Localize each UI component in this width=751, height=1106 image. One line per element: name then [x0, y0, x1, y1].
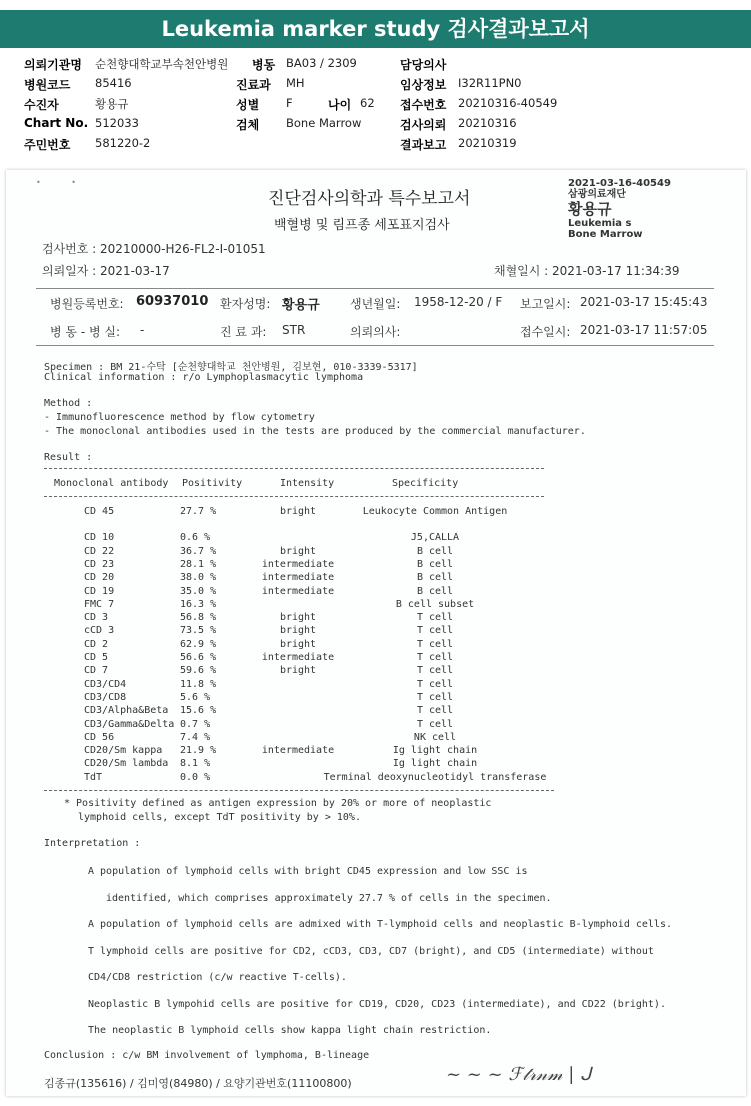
specificity-cell: T cell — [416, 691, 454, 703]
intensity-cell: bright — [279, 665, 317, 677]
specificity-cell: B cell subset — [395, 598, 475, 610]
value-clinical-info: I32R11PN0 — [458, 76, 522, 90]
positivity-cell: 59.6 % — [180, 665, 217, 677]
value-chart-no: 512033 — [95, 116, 139, 130]
positivity-cell: 0.0 % — [180, 771, 211, 783]
lab-stamp — [568, 178, 671, 240]
specificity-cell: T cell — [416, 638, 454, 650]
stamp-specimen: Bone Marrow — [568, 229, 643, 240]
specificity-cell: Leukocyte Common Antigen — [362, 506, 508, 517]
col-header-antibody: Monoclonal antibody — [54, 478, 169, 489]
report-time-label: 보고일시: — [520, 297, 571, 311]
intensity-cell: intermediate — [261, 745, 335, 757]
clinical-info-line: Clinical information : r/o Lymphoplasmacytic lymphoma — [44, 372, 364, 383]
positivity-cell: 21.9 % — [180, 745, 217, 757]
info-row — [0, 96, 751, 114]
positivity-cell: 36.7 % — [180, 545, 217, 557]
method-line-1: - Immunofluorescence method by flow cytometry — [44, 412, 315, 423]
result-title: Result : — [44, 452, 93, 463]
antibody-cell: TdT — [84, 771, 103, 783]
interpretation-line: T lymphoid cells are positive for CD2, cCD3, CD3, CD7 (bright), and CD5 (intermediate) without — [88, 945, 654, 957]
intensity-cell: bright — [279, 625, 317, 637]
collect-date: 채혈일시 : 2021-03-17 11:34:39 — [494, 264, 680, 278]
footnote-line-2: lymphoid cells, except TdT positivity by > 10%. — [78, 812, 361, 823]
signers: 김종규(135616) / 김미영(84980) / 요양기관번호(11100800) — [44, 1077, 352, 1090]
col-header-positivity: Positivity — [182, 478, 243, 489]
antibody-cell: CD3/Alpha&Beta — [84, 705, 169, 717]
specificity-cell: T cell — [416, 612, 454, 624]
label-receipt-number: 접수번호 — [400, 98, 447, 112]
label-resident-number: 주민번호 — [24, 138, 71, 152]
positivity-cell: 56.8 % — [180, 612, 217, 624]
positivity-cell: 8.1 % — [180, 758, 211, 770]
intensity-cell: bright — [279, 545, 317, 557]
stamp-test: Leukemia s — [568, 218, 632, 229]
positivity-cell: 62.9 % — [180, 638, 217, 650]
antibody-cell: CD 2 — [84, 638, 109, 650]
doctor-label: 의뢰의사: — [350, 325, 401, 339]
specificity-cell: T cell — [416, 652, 454, 663]
label-age: 나이 — [328, 98, 352, 112]
value-resident-number: 581220-2 — [95, 136, 151, 150]
positivity-cell: 0.7 % — [180, 718, 211, 730]
label-clinical-info: 임상정보 — [400, 78, 447, 92]
table-divider — [44, 468, 544, 469]
report-time-value: 2021-03-17 15:45:43 — [580, 295, 708, 309]
value-receipt-number: 20210316-40549 — [458, 96, 558, 110]
label-specimen: 검체 — [236, 118, 260, 132]
interpretation-line: A population of lymphoid cells are admixed with T-lymphoid cells and neoplastic B-lymphoid cells. — [88, 919, 672, 930]
value-test-request: 20210316 — [458, 116, 517, 130]
positivity-cell: 5.6 % — [180, 691, 211, 703]
value-age: 62 — [360, 96, 375, 110]
interpretation-line: Neoplastic B lympohid cells are positive for CD19, CD20, CD23 (intermediate), and CD22 (bright). — [88, 998, 666, 1010]
label-attending-doctor: 담당의사 — [400, 58, 447, 72]
reg-value: 60937010 — [136, 294, 209, 309]
col-header-intensity: Intensity — [280, 478, 335, 489]
table-divider — [44, 790, 554, 791]
label-department: 진료과 — [236, 78, 271, 92]
table-divider — [44, 496, 544, 497]
ward-label: 병 동 - 병 실: — [50, 325, 120, 339]
value-specimen: Bone Marrow — [286, 116, 362, 130]
antibody-cell: CD3/CD8 — [84, 691, 127, 703]
antibody-cell: CD 5 — [84, 652, 109, 663]
intensity-cell: intermediate — [261, 652, 335, 663]
antibody-cell: CD 22 — [84, 545, 115, 557]
conclusion: Conclusion : c/w BM involvement of lymphoma, B-lineage — [44, 1050, 370, 1061]
antibody-cell: CD3/Gamma&Delta — [84, 718, 175, 730]
dept-value: STR — [282, 323, 306, 337]
antibody-cell: CD 56 — [84, 731, 115, 743]
intensity-cell: intermediate — [261, 558, 335, 570]
value-patient: 황용규 — [95, 97, 129, 111]
scanned-report-page — [6, 170, 746, 1096]
intensity-cell: bright — [279, 506, 317, 517]
report-subheading: 백혈병 및 림프종 세포표지검사 — [274, 218, 450, 233]
antibody-cell: CD 19 — [84, 585, 115, 597]
intensity-cell: intermediate — [261, 572, 335, 584]
positivity-cell: 0.6 % — [180, 532, 211, 544]
interpretation-line: identified, which comprises approximately 27.7 % of cells in the specimen. — [106, 892, 552, 904]
name-value: 황용규 — [282, 298, 320, 313]
intensity-cell: bright — [279, 612, 317, 624]
specificity-cell: T cell — [416, 665, 454, 677]
receive-label: 접수일시: — [520, 325, 571, 339]
antibody-cell: CD20/Sm lambda — [84, 758, 169, 770]
specificity-cell: J5,CALLA — [410, 532, 460, 544]
name-label: 환자성명: — [220, 297, 271, 311]
label-patient: 수진자 — [24, 98, 59, 112]
patient-info-grid — [0, 54, 751, 154]
specificity-cell: NK cell — [413, 731, 457, 743]
antibody-cell: CD 20 — [84, 572, 115, 584]
value-result-report: 20210319 — [458, 136, 517, 150]
stamp-id: 2021-03-16-40549 — [568, 178, 671, 189]
interpretation-title: Interpretation : — [44, 838, 141, 849]
handwritten-signature: ~ ~ ~ ℱ𝓉𝓇𝓃𝓂 | ᒍ — [446, 1064, 592, 1085]
label-ward: 병동 — [252, 58, 276, 72]
info-row — [0, 116, 751, 134]
value-sex: F — [286, 96, 293, 110]
antibody-cell: CD20/Sm kappa — [84, 745, 163, 757]
antibody-cell: CD 10 — [84, 532, 115, 544]
label-test-request: 검사의뢰 — [400, 118, 447, 132]
method-line-2: - The monoclonal antibodies used in the tests are produced by the commercial manufacturer. — [44, 426, 586, 437]
info-row — [0, 56, 751, 74]
specificity-cell: Ig light chain — [392, 758, 478, 770]
antibody-cell: CD 23 — [84, 558, 115, 570]
info-row — [0, 76, 751, 94]
antibody-cell: FMC 7 — [84, 598, 115, 610]
method-title: Method : — [44, 398, 93, 409]
ward-value: - — [140, 323, 145, 337]
label-sex: 성별 — [236, 98, 260, 112]
specimen-line: Specimen : BM 21-수탁 [순천향대학교 천안병원, 김보현, 010-3339-5317] — [44, 362, 418, 373]
value-hospital-code: 85416 — [95, 76, 132, 90]
label-requesting-institution: 의뢰기관명 — [24, 58, 82, 72]
specificity-cell: B cell — [416, 545, 454, 557]
interpretation-line: The neoplastic B lymphoid cells show kappa light chain restriction. — [88, 1025, 492, 1036]
interpretation-line: A population of lymphoid cells with bright CD45 expression and low SSC is — [88, 866, 528, 877]
stamp-name: 황용규 — [568, 200, 612, 218]
specificity-cell: T cell — [416, 705, 454, 717]
value-department: MH — [286, 76, 305, 90]
label-hospital-code: 병원코드 — [24, 78, 71, 92]
scan-marks: • • — [36, 178, 76, 187]
antibody-cell: CD 45 — [84, 506, 115, 517]
exam-number: 검사번호 : 20210000-H26-FL2-I-01051 — [42, 242, 266, 256]
positivity-cell: 16.3 % — [180, 598, 217, 610]
label-result-report: 결과보고 — [400, 138, 447, 152]
specificity-cell: T cell — [416, 625, 454, 637]
positivity-cell: 73.5 % — [180, 625, 217, 637]
antibody-cell: cCD 3 — [84, 625, 115, 637]
positivity-cell: 38.0 % — [180, 572, 217, 584]
positivity-cell: 56.6 % — [180, 652, 217, 663]
patient-box — [36, 288, 714, 346]
intensity-cell: bright — [279, 638, 317, 650]
specificity-cell: Ig light chain — [392, 745, 478, 757]
col-header-specificity: Specificity — [392, 478, 459, 489]
birth-value: 1958-12-20 / F — [414, 295, 503, 309]
specificity-cell: B cell — [416, 585, 454, 597]
intensity-cell: intermediate — [261, 585, 335, 597]
reg-label: 병원등록번호: — [50, 297, 124, 311]
receive-value: 2021-03-17 11:57:05 — [580, 323, 708, 337]
value-requesting-institution: 순천향대학교부속천안병원 — [95, 57, 229, 71]
birth-label: 생년월일: — [350, 297, 401, 311]
specificity-cell: B cell — [416, 572, 454, 584]
footnote-line-1: * Positivity defined as antigen expression by 20% or more of neoplastic — [64, 798, 492, 809]
positivity-cell: 11.8 % — [180, 678, 217, 690]
positivity-cell: 7.4 % — [180, 731, 211, 743]
positivity-cell: 27.7 % — [180, 506, 217, 517]
info-row — [0, 136, 751, 154]
stamp-org: 삼광의료재단 — [568, 189, 626, 200]
value-ward: BA03 / 2309 — [286, 56, 357, 70]
specificity-cell: T cell — [416, 678, 454, 690]
report-heading: 진단검사의학과 특수보고서 — [268, 189, 471, 209]
report-title-banner: Leukemia marker study 검사결과보고서 — [0, 10, 751, 48]
label-chart-no: Chart No. — [24, 116, 89, 130]
specificity-cell: T cell — [416, 718, 454, 730]
positivity-cell: 35.0 % — [180, 585, 217, 597]
positivity-cell: 28.1 % — [180, 558, 217, 570]
antibody-cell: CD3/CD4 — [84, 678, 127, 690]
positivity-cell: 15.6 % — [180, 705, 217, 717]
specificity-cell: Terminal deoxynucleotidyl transferase — [323, 771, 547, 783]
interpretation-line: CD4/CD8 restriction (c/w reactive T-cells). — [88, 972, 347, 983]
antibody-cell: CD 7 — [84, 665, 109, 677]
request-date: 의뢰일자 : 2021-03-17 — [42, 264, 170, 278]
antibody-cell: CD 3 — [84, 612, 109, 624]
specificity-cell: B cell — [416, 558, 454, 570]
dept-label: 진 료 과: — [220, 325, 267, 339]
